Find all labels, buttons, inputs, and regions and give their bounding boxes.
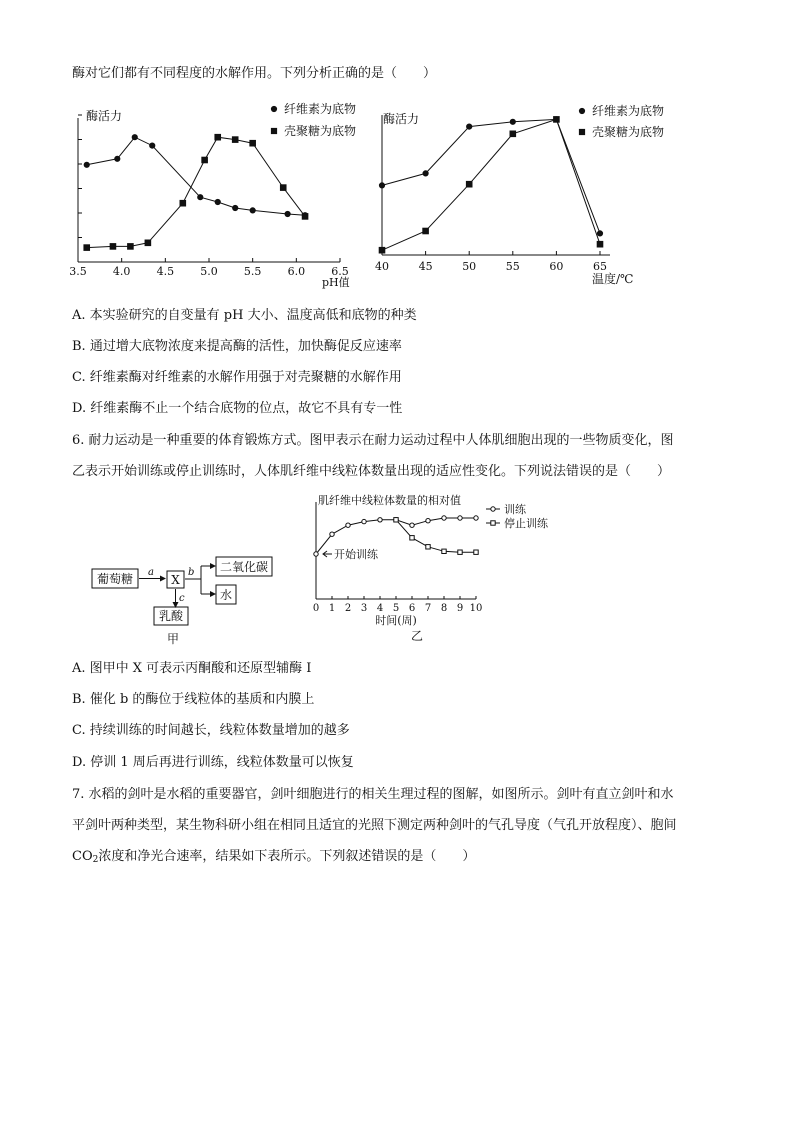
x-tick-label: 5.0 xyxy=(200,265,218,278)
series-line xyxy=(382,119,600,233)
data-point xyxy=(202,157,208,163)
legend-label: 纤维素为底物 xyxy=(284,102,357,116)
x-tick-label: 45 xyxy=(418,260,433,273)
data-point xyxy=(474,550,478,554)
data-point xyxy=(132,135,137,140)
x-label: X xyxy=(171,573,180,587)
x-axis-label: pH值 xyxy=(322,276,350,289)
q7-stem-line1: 7. 水稻的剑叶是水稻的重要器官，剑叶细胞进行的相关生理过程的图解，如图所示。剑叶有直立剑叶和水 xyxy=(72,787,674,802)
data-point xyxy=(285,211,290,216)
data-point xyxy=(466,181,472,187)
legend-marker xyxy=(271,106,276,111)
diagram-caption: 甲 xyxy=(167,632,180,646)
x-tick-label: 4.0 xyxy=(112,265,131,278)
q5-option-c[interactable]: C. 纤维素酶对纤维素的水解作用强于对壳聚糖的水解作用 xyxy=(72,370,402,385)
q6-stem-line2: 乙表示开始训练或停止训练时，人体肌纤维中线粒体数量出现的适应性变化。下列说法错误的是（ ） xyxy=(72,464,671,479)
data-point xyxy=(362,519,366,523)
legend-marker xyxy=(491,521,495,525)
legend-label: 停止训练 xyxy=(504,517,548,530)
data-point xyxy=(442,516,446,520)
x-tick-label: 8 xyxy=(440,603,448,614)
data-point xyxy=(115,156,120,161)
data-point xyxy=(215,199,220,204)
q6-option-d[interactable]: D. 停训 1 周后再进行训练，线粒体数量可以恢复 xyxy=(72,755,354,770)
x-tick-label: 0 xyxy=(312,603,320,614)
q5-intro: 酶对它们都有不同程度的水解作用。下列分析正确的是（ ） xyxy=(72,66,437,81)
data-point xyxy=(423,228,429,234)
data-point xyxy=(442,549,446,553)
arrow-a-label: a xyxy=(148,567,154,578)
data-point xyxy=(510,131,516,137)
legend-label: 壳聚糖为底物 xyxy=(592,125,665,139)
x-tick-label: 6.5 xyxy=(331,265,349,278)
data-point xyxy=(458,550,462,554)
data-point xyxy=(330,532,334,536)
annotation-label: 开始训练 xyxy=(334,548,378,561)
arrow-a-head xyxy=(160,576,166,582)
arrow-c-label: c xyxy=(179,593,185,604)
x-tick-label: 2 xyxy=(344,603,352,614)
data-point xyxy=(250,208,255,213)
data-point xyxy=(84,162,89,167)
data-point xyxy=(110,244,116,250)
data-point xyxy=(379,247,385,253)
data-point xyxy=(150,143,155,148)
q5-option-b[interactable]: B. 通过增大底物浓度来提高酶的活性，加快酶促反应速率 xyxy=(72,339,402,354)
data-point xyxy=(458,516,462,520)
legend-marker xyxy=(271,128,276,133)
x-tick-label: 4 xyxy=(376,603,384,614)
x-axis-label: 温度/℃ xyxy=(592,272,634,286)
legend-marker xyxy=(579,129,584,134)
x-tick-label: 5 xyxy=(392,603,400,614)
data-point xyxy=(314,552,318,556)
arrow-b-label: b xyxy=(188,567,195,578)
x-tick-label: 40 xyxy=(375,260,389,273)
q6-option-c[interactable]: C. 持续训练的时间越长，线粒体数量增加的越多 xyxy=(72,723,350,738)
data-point xyxy=(554,117,560,123)
q7-stem-line2: 平剑叶两种类型，某生物科研小组在相同且适宜的光照下测定两种剑叶的气孔导度（气孔开放程度）、胞间 xyxy=(72,818,677,833)
x-tick-label: 6 xyxy=(408,603,416,614)
data-point xyxy=(474,516,478,520)
data-point xyxy=(128,244,134,250)
x-tick-label: 3 xyxy=(360,603,368,614)
data-point xyxy=(346,523,350,527)
x-tick-label: 50 xyxy=(462,260,477,273)
x-tick-label: 65 xyxy=(593,260,607,273)
x-tick-label: 6.0 xyxy=(287,265,306,278)
chart-title: 肌纤维中线粒体数量的相对值 xyxy=(318,494,461,507)
x-tick-label: 4.5 xyxy=(156,265,175,278)
q5-option-a[interactable]: A. 本实验研究的自变量有 pH 大小、温度高低和底物的种类 xyxy=(72,308,417,323)
data-point xyxy=(597,231,602,236)
data-point xyxy=(198,195,203,200)
data-point xyxy=(280,185,286,191)
data-point xyxy=(180,200,186,206)
data-point xyxy=(145,240,151,246)
chart-caption: 乙 xyxy=(410,629,424,643)
mitochondria-chart xyxy=(300,492,570,647)
data-point xyxy=(379,183,384,188)
data-point xyxy=(510,119,515,124)
q7-stem-line3: $CO_2$浓度和净光合速率，结果如下表所示。下列叙述错误的是（ ） xyxy=(72,849,476,865)
data-point xyxy=(426,545,430,549)
data-point xyxy=(84,245,90,251)
data-point xyxy=(410,536,414,540)
y-axis-label: 酶活力 xyxy=(86,109,123,123)
q6-option-a[interactable]: A. 图甲中 X 可表示丙酮酸和还原型辅酶 I xyxy=(72,661,312,676)
data-point xyxy=(378,518,382,522)
data-point xyxy=(467,124,472,129)
q6-option-b[interactable]: B. 催化 b 的酶位于线粒体的基质和内膜上 xyxy=(72,692,315,707)
q5-option-d[interactable]: D. 纤维素酶不止一个结合底物的位点，故它不具有专一性 xyxy=(72,401,403,416)
x-tick-label: 5.5 xyxy=(243,265,262,278)
data-point xyxy=(302,214,308,220)
data-point xyxy=(394,518,398,522)
data-point xyxy=(250,140,256,146)
data-point xyxy=(215,134,221,140)
legend-marker xyxy=(579,108,584,113)
data-point xyxy=(597,241,603,247)
y-axis-label: 酶活力 xyxy=(383,112,420,126)
x-tick-label: 3.5 xyxy=(69,265,87,278)
data-point xyxy=(426,519,430,523)
legend-marker xyxy=(491,507,495,511)
data-point xyxy=(233,205,238,210)
water-label: 水 xyxy=(219,588,233,602)
q6-stem-line1: 6. 耐力运动是一种重要的体育锻炼方式。图甲表示在耐力运动过程中人体肌细胞出现的一些物质变化，图 xyxy=(72,433,674,448)
x-axis-label: 时间(周) xyxy=(375,614,417,627)
lactic-label: 乳酸 xyxy=(158,609,184,623)
glucose-label: 葡萄糖 xyxy=(96,572,134,586)
metabolism-diagram xyxy=(90,556,290,626)
temperature-activity-chart xyxy=(368,100,688,290)
co2-label: 二氧化碳 xyxy=(219,560,269,574)
data-point xyxy=(410,523,414,527)
arrow-co2-head xyxy=(210,563,216,569)
legend-label: 训练 xyxy=(504,503,526,516)
x-tick-label: 7 xyxy=(424,603,432,614)
x-tick-label: 55 xyxy=(505,260,520,273)
data-point xyxy=(423,171,428,176)
x-tick-label: 60 xyxy=(549,260,564,273)
legend-label: 纤维素为底物 xyxy=(592,104,665,118)
ph-activity-chart xyxy=(66,100,376,290)
series-line xyxy=(382,119,600,250)
series-line xyxy=(396,520,476,552)
x-tick-label: 1 xyxy=(328,603,336,614)
x-tick-label: 10 xyxy=(469,603,483,614)
arrow-water-head xyxy=(210,591,216,597)
legend-label: 壳聚糖为底物 xyxy=(284,124,357,138)
x-tick-label: 9 xyxy=(456,603,464,614)
data-point xyxy=(232,137,238,143)
